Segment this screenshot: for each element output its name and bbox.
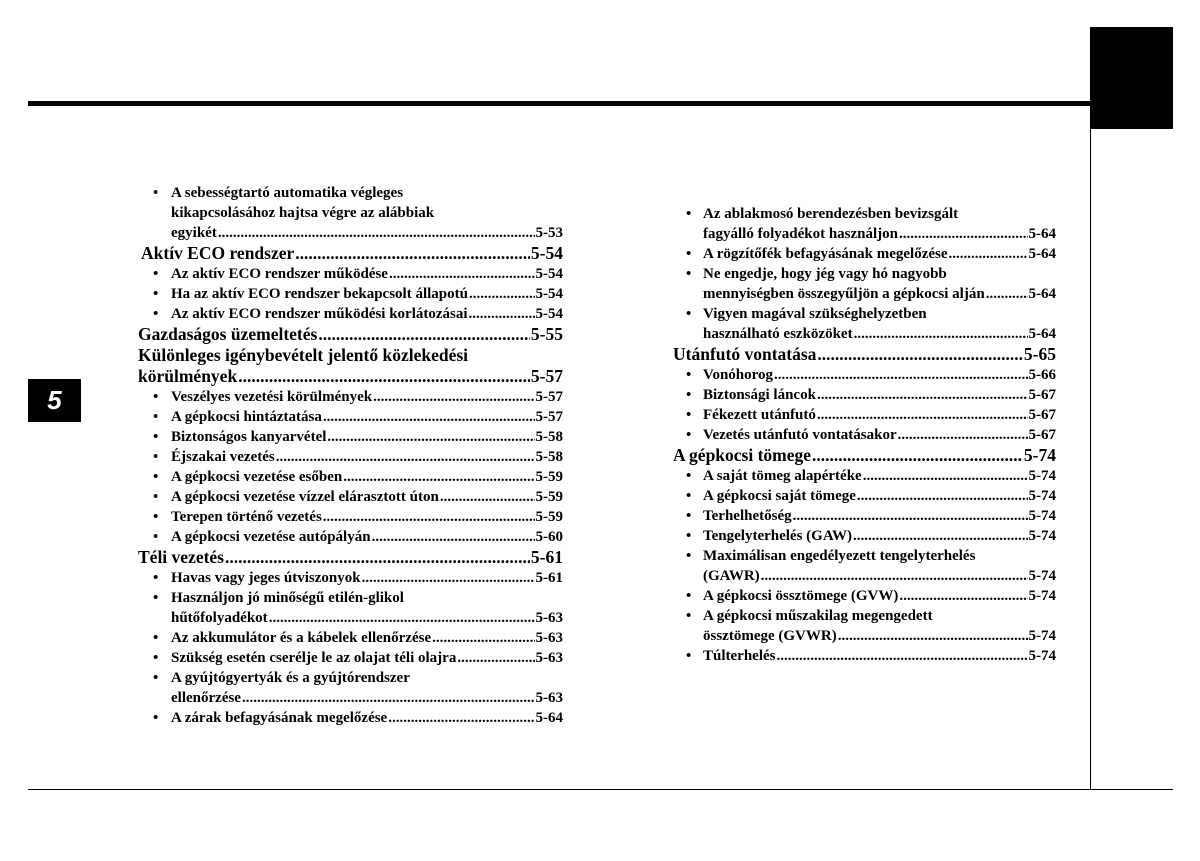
toc-page-number: 5-64 [1028, 326, 1056, 342]
toc-entry-title: Téli vezetés [138, 547, 224, 567]
toc-page-number: 5-65 [1023, 344, 1056, 364]
dot-leader [854, 324, 1028, 344]
toc-page-number: 5-59 [535, 469, 563, 485]
toc-entry-title: • A saját tömeg alapértéke [703, 468, 862, 484]
toc-page-number: 5-74 [1028, 508, 1056, 524]
toc-page-number: 5-61 [535, 570, 563, 586]
toc-subentry[interactable] [673, 425, 1056, 445]
toc-entry-text: • Használjon jó minőségű etilén-glikol [138, 588, 563, 608]
toc-page-number: 5-67 [1028, 387, 1056, 403]
toc-entry-title: (GAWR) [703, 568, 760, 584]
toc-subentry[interactable] [138, 507, 563, 527]
dot-leader [389, 264, 535, 284]
toc-page-number: 5-64 [1028, 246, 1056, 262]
toc-entry-title: • Ha az aktív ECO rendszer bekapcsolt állapotú [171, 286, 468, 302]
toc-entry-title: fagyálló folyadékot használjon [703, 226, 899, 242]
toc-entry-title: • Tengelyterhelés (GAW) [703, 528, 853, 544]
toc-page-number: 5-58 [535, 449, 563, 465]
toc-entry-title: egyikét [171, 225, 217, 241]
toc-entry-title: ellenőrzése [171, 690, 241, 706]
toc-page-number: 5-57 [530, 366, 563, 386]
dot-leader [817, 405, 1028, 425]
dot-leader [469, 304, 535, 324]
toc-entry-title: • Vonóhorog [703, 367, 774, 383]
toc-section[interactable] [138, 324, 563, 345]
dot-leader [817, 344, 1023, 365]
toc-subentry[interactable] [138, 427, 563, 447]
dot-leader [986, 284, 1028, 304]
dot-leader [793, 506, 1028, 526]
toc-subentry[interactable] [673, 586, 1056, 606]
toc-subentry[interactable] [138, 487, 563, 507]
dot-leader [774, 365, 1027, 385]
toc-subentry[interactable] [673, 526, 1056, 546]
toc-subentry[interactable] [673, 486, 1056, 506]
toc-subentry[interactable] [138, 264, 563, 284]
dot-leader [318, 324, 530, 345]
toc-entry-title: • Terepen történő vezetés [171, 509, 322, 525]
toc-left-column [138, 183, 563, 728]
toc-subentry[interactable] [138, 568, 563, 588]
dot-leader [225, 547, 530, 568]
dot-leader [432, 628, 534, 648]
toc-subentry[interactable] [673, 264, 1056, 304]
toc-subentry[interactable] [673, 385, 1056, 405]
toc-entry-title: • A zárak befagyásának megelőzése [171, 710, 388, 726]
dot-leader [812, 445, 1023, 466]
toc-entry-title: • Vezetés utánfutó vontatásakor [703, 427, 897, 443]
toc-entry-title: • Az aktív ECO rendszer működési korlátozásai [171, 306, 468, 322]
dot-leader [457, 648, 534, 668]
toc-page-number: 5-74 [1028, 568, 1056, 584]
toc-entry-text: • A sebességtartó automatika végleges [138, 183, 563, 203]
toc-page-number: 5-64 [1028, 226, 1056, 242]
toc-page-number: 5-54 [535, 286, 563, 302]
toc-page-number: 5-74 [1028, 648, 1056, 664]
dot-leader [949, 244, 1028, 264]
toc-entry-title: • A gépkocsi saját tömege [703, 488, 856, 504]
toc-subentry[interactable] [138, 588, 563, 628]
toc-entry-text: • Az ablakmosó berendezésben bevizsgált [673, 204, 1056, 224]
toc-section[interactable] [673, 445, 1056, 466]
toc-subentry[interactable] [138, 527, 563, 547]
dot-leader [295, 243, 530, 264]
toc-page-number: 5-57 [535, 389, 563, 405]
toc-entry-title: • Az akkumulátor és a kábelek ellenőrzése [171, 630, 432, 646]
dot-leader [857, 486, 1028, 506]
toc-page-number: 5-67 [1028, 407, 1056, 423]
dot-leader [469, 284, 535, 304]
toc-entry-title: Gazdaságos üzemeltetés [138, 324, 318, 344]
toc-subentry[interactable] [673, 646, 1056, 666]
dot-leader [777, 646, 1028, 666]
toc-subentry[interactable] [138, 668, 563, 708]
toc-page-number: 5-67 [1028, 427, 1056, 443]
toc-subentry[interactable] [673, 506, 1056, 526]
dot-leader [327, 427, 534, 447]
toc-subentry[interactable] [673, 405, 1056, 425]
toc-entry-text: kikapcsolásához hajtsa végre az alábbiak [171, 205, 435, 221]
dot-leader [853, 526, 1027, 546]
dot-leader [238, 366, 530, 387]
dot-leader [817, 385, 1028, 405]
toc-subentry[interactable] [673, 204, 1056, 244]
toc-entry-title: • Túlterhelés [703, 648, 776, 664]
toc-subentry[interactable] [673, 304, 1056, 344]
toc-page-number: 5-74 [1023, 445, 1056, 465]
toc-page-number: 5-63 [535, 610, 563, 626]
toc-page-number: 5-66 [1028, 367, 1056, 383]
toc-entry-title: • Biztonságos kanyarvétel [171, 429, 327, 445]
toc-subentry[interactable] [673, 365, 1056, 385]
toc-subentry[interactable] [138, 304, 563, 324]
toc-section[interactable] [673, 344, 1056, 365]
dot-leader [323, 507, 535, 527]
toc-page-number: 5-55 [530, 324, 563, 344]
toc-subentry[interactable] [138, 407, 563, 427]
dot-leader [761, 566, 1028, 586]
toc-entry-title: mennyiségben összegyűljön a gépkocsi alján [703, 286, 985, 302]
toc-subentry[interactable] [138, 284, 563, 304]
header-rule [28, 101, 1090, 106]
toc-page-number: 5-64 [1028, 286, 1056, 302]
toc-entry-title: • A gépkocsi össztömege (GVW) [703, 588, 899, 604]
right-margin-line [1090, 27, 1091, 789]
toc-right-column [673, 204, 1056, 666]
toc-entry-text: • A gépkocsi műszakilag megengedett [673, 606, 1056, 626]
dot-leader [343, 467, 534, 487]
dot-leader [372, 527, 535, 547]
toc-entry-title: • Biztonsági láncok [703, 387, 816, 403]
toc-page-number: 5-54 [530, 243, 563, 263]
toc-page-number: 5-64 [535, 710, 563, 726]
dot-leader [838, 626, 1028, 646]
dot-leader [269, 608, 535, 628]
toc-subentry[interactable] [138, 387, 563, 407]
toc-page-number: 5-63 [535, 630, 563, 646]
toc-page-number: 5-63 [535, 690, 563, 706]
toc-subentry[interactable] [138, 708, 563, 728]
toc-page-number: 5-60 [535, 529, 563, 545]
toc-entry-text: • Vigyen magával szükséghelyzetben [673, 304, 1056, 324]
toc-subentry[interactable] [138, 648, 563, 668]
toc-entry-title: körülmények [138, 366, 238, 386]
toc-page-number: 5-63 [535, 650, 563, 666]
dot-leader [242, 688, 535, 708]
dot-leader [899, 586, 1027, 606]
toc-entry-title: • Az aktív ECO rendszer működése [171, 266, 388, 282]
toc-entry-title: • Veszélyes vezetési körülmények [171, 389, 373, 405]
toc-page-number: 5-54 [535, 266, 563, 282]
toc-entry-title: • Terhelhetőség [703, 508, 792, 524]
toc-entry-title: • A gépkocsi vezetése esőben [171, 469, 343, 485]
toc-entry-title: • Fékezett utánfutó [703, 407, 816, 423]
toc-entry-title: • A gépkocsi vezetése vízzel elárasztott úton [171, 489, 439, 505]
toc-entry-title: össztömege (GVWR) [703, 628, 837, 644]
toc-entry-title: hűtőfolyadékot [171, 610, 268, 626]
toc-entry-title: • A rögzítőfék befagyásának megelőzése [703, 246, 948, 262]
dot-leader [863, 466, 1028, 486]
toc-subentry[interactable] [138, 628, 563, 648]
toc-entry-title: • Éjszakai vezetés [171, 449, 275, 465]
toc-page-number: 5-53 [535, 225, 563, 241]
toc-section[interactable] [138, 547, 563, 568]
toc-entry-text: • A gyújtógyertyák és a gyújtórendszer [138, 668, 563, 688]
toc-entry-title: használható eszközöket [703, 326, 853, 342]
toc-page-number: 5-58 [535, 429, 563, 445]
dot-leader [898, 425, 1028, 445]
toc-page-number: 5-74 [1028, 628, 1056, 644]
toc-page-number: 5-74 [1028, 528, 1056, 544]
toc-entry-text: Különleges igénybevételt jelentő közlekedési [138, 345, 469, 365]
toc-entry-text: • Maximálisan engedélyezett tengelyterhelés [673, 546, 1056, 566]
toc-entry-title: Utánfutó vontatása [673, 344, 817, 364]
toc-section[interactable] [138, 345, 563, 387]
toc-page-number: 5-54 [535, 306, 563, 322]
dot-leader [899, 224, 1027, 244]
toc-subentry[interactable] [673, 546, 1056, 586]
toc-subentry[interactable] [138, 183, 563, 243]
dot-leader [323, 407, 535, 427]
chapter-tab: 5 [28, 379, 81, 422]
toc-subentry[interactable] [673, 606, 1056, 646]
toc-section[interactable] [138, 243, 563, 264]
toc-page-number: 5-74 [1028, 468, 1056, 484]
toc-entry-title: • Szükség esetén cserélje le az olajat téli olajra [171, 650, 457, 666]
toc-entry-title: • Havas vagy jeges útviszonyok [171, 570, 361, 586]
toc-page-number: 5-59 [535, 489, 563, 505]
dot-leader [373, 387, 534, 407]
toc-page-number: 5-59 [535, 509, 563, 525]
dot-leader [362, 568, 535, 588]
toc-subentry[interactable] [673, 466, 1056, 486]
toc-page-number: 5-74 [1028, 588, 1056, 604]
toc-subentry[interactable] [673, 244, 1056, 264]
toc-page-number: 5-74 [1028, 488, 1056, 504]
footer-rule [28, 789, 1173, 790]
corner-block [1090, 27, 1173, 129]
dot-leader [440, 487, 535, 507]
dot-leader [276, 447, 535, 467]
toc-entry-title: Aktív ECO rendszer [141, 243, 295, 263]
toc-subentry[interactable] [138, 447, 563, 467]
toc-entry-title: • A gépkocsi hintáztatása [171, 409, 322, 425]
toc-page-number: 5-57 [535, 409, 563, 425]
toc-entry-title: A gépkocsi tömege [673, 445, 812, 465]
dot-leader [218, 223, 535, 243]
toc-entry-text: • Ne engedje, hogy jég vagy hó nagyobb [673, 264, 1056, 284]
toc-subentry[interactable] [138, 467, 563, 487]
toc-entry-title: • A gépkocsi vezetése autópályán [171, 529, 371, 545]
dot-leader [388, 708, 534, 728]
toc-page-number: 5-61 [530, 547, 563, 567]
